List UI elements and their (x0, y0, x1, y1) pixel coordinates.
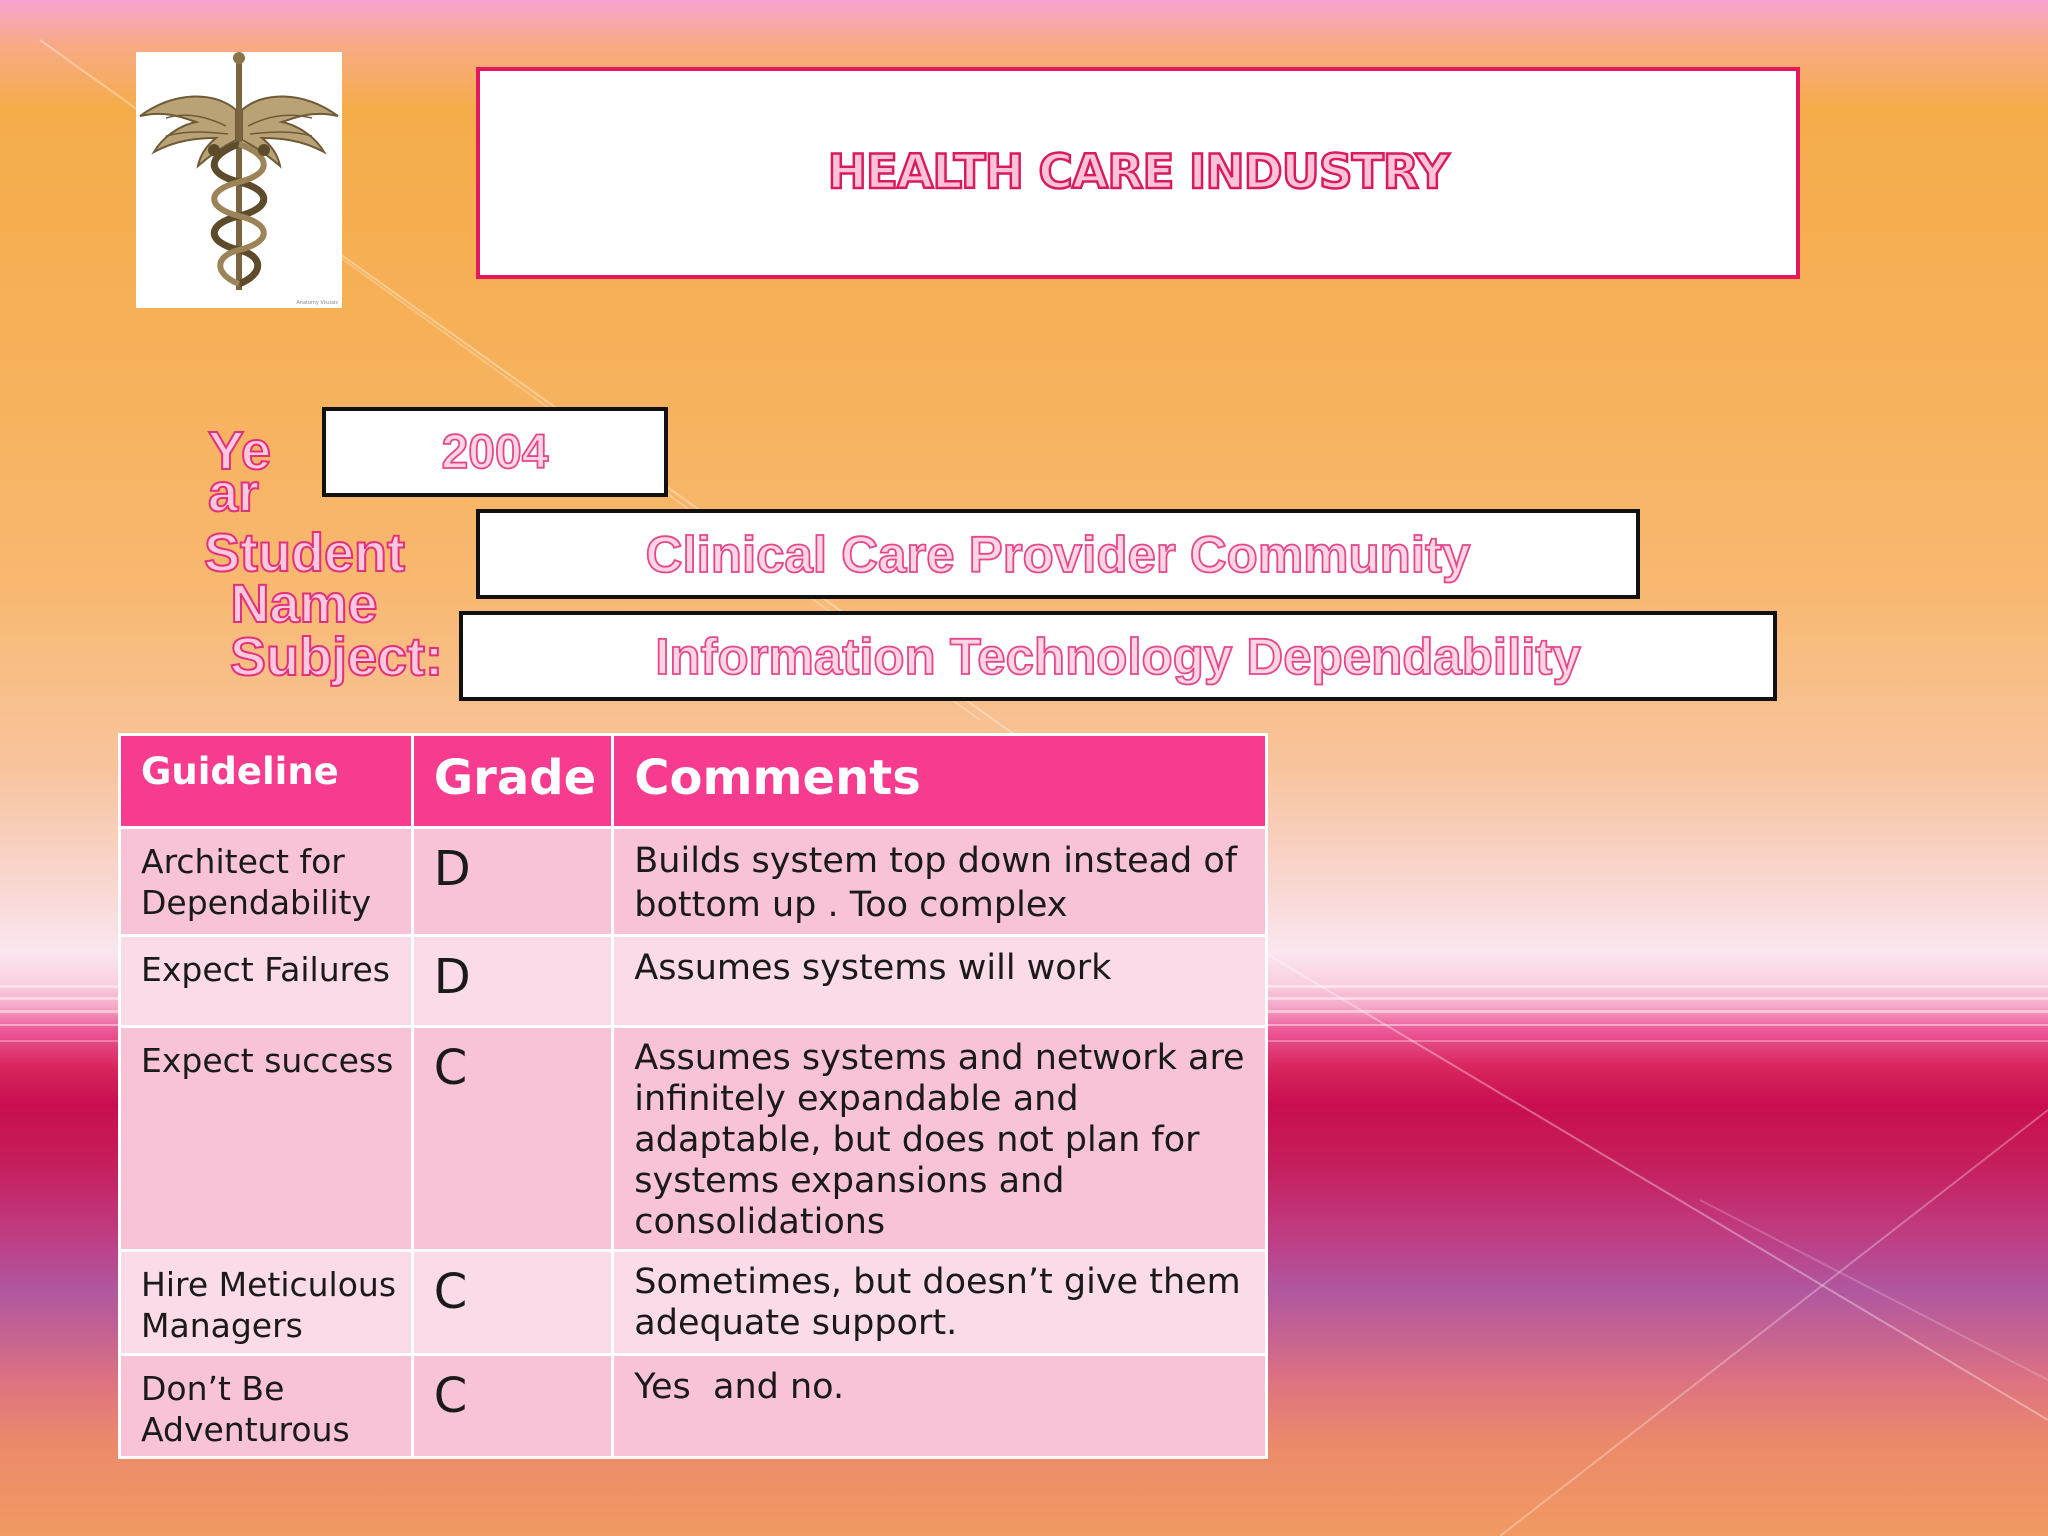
student-name-value: Clinical Care Provider Community (645, 525, 1471, 583)
table-row (120, 1027, 1267, 1251)
header-guideline: Guideline (120, 735, 413, 828)
table-row (120, 828, 1267, 936)
grade-cell: D (412, 936, 613, 1027)
guideline-cell: Expect success (120, 1027, 413, 1251)
grade-cell: C (412, 1355, 613, 1458)
guideline-cell: Don’t Be Adventurous (120, 1355, 413, 1458)
guideline-cell: Architect for Dependability (120, 828, 413, 936)
subject-label: Subject: (230, 627, 444, 687)
guideline-cell: Expect Failures (120, 936, 413, 1027)
comment-cell: Yes and no. (613, 1355, 1267, 1458)
year-value: 2004 (441, 425, 549, 479)
table-row (120, 1355, 1267, 1458)
table-header-row (120, 735, 1267, 828)
grade-cell: C (412, 1251, 613, 1355)
table-row (120, 936, 1267, 1027)
grade-cell: D (412, 828, 613, 936)
caduceus-icon (136, 52, 342, 308)
header-grade: Grade (412, 735, 613, 828)
logo-caption: Anatomy Visuals (296, 300, 338, 306)
student-name-field (476, 509, 1640, 599)
year-field (322, 407, 668, 497)
comment-cell: Assumes systems and network are infinitely expandable and adaptable, but does not plan for systems expansions and consolidations (613, 1027, 1267, 1251)
grade-cell: C (412, 1027, 613, 1251)
grades-table (118, 733, 1268, 1459)
student-name-label: Student Name (204, 523, 405, 635)
title-box (476, 67, 1800, 279)
guideline-cell: Hire Meticulous Managers (120, 1251, 413, 1355)
year-label: Ye ar (208, 421, 272, 524)
subject-value: Information Technology Dependability (655, 627, 1581, 685)
subject-field (459, 611, 1777, 701)
header-comments: Comments (613, 735, 1267, 828)
comment-cell: Assumes systems will work (613, 936, 1267, 1027)
caduceus-logo (136, 52, 342, 308)
comment-cell: Sometimes, but doesn’t give them adequate support. (613, 1251, 1267, 1355)
page-title: HEALTH CARE INDUSTRY (827, 144, 1449, 200)
comment-cell: Builds system top down instead of bottom up . Too complex (613, 828, 1267, 936)
table-row (120, 1251, 1267, 1355)
